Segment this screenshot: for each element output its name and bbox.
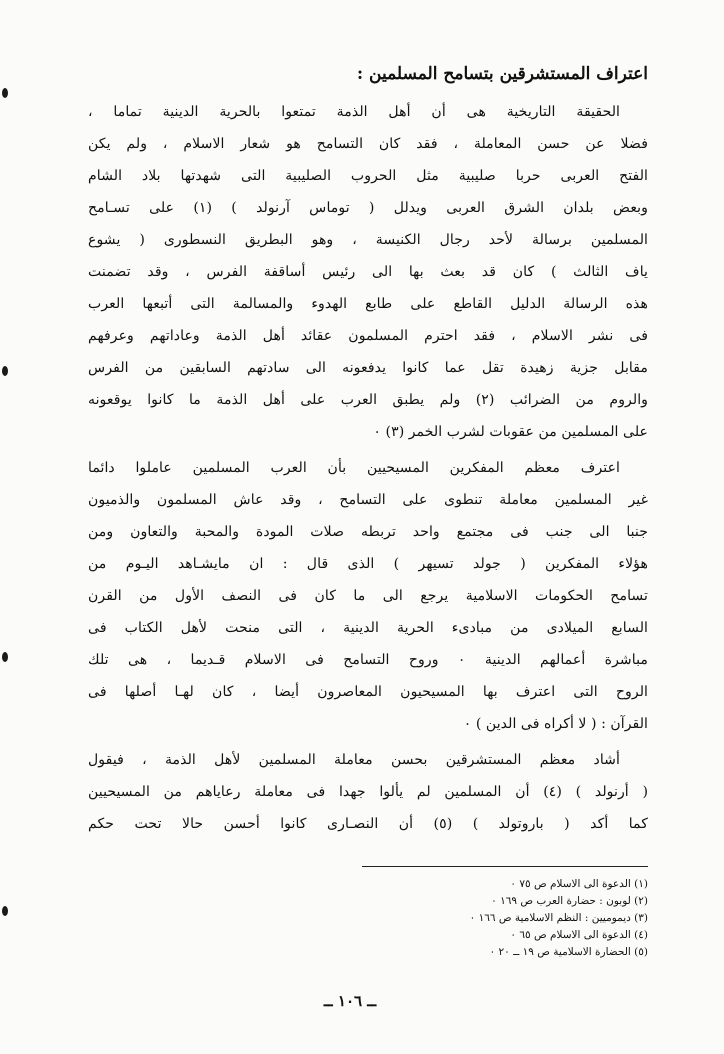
footnote: (١) الدعوة الى الاسلام ص ٧٥ ٠ [510,878,648,890]
text-line: اعترف معظم المفكرين المسيحيين بأن العرب المسلمين عاملوا دائما [88,460,620,476]
text-line: ياف الثالث ) كان قد بعث بها الى رئيس أساقفة الفرس ، وقد تضمنت [88,264,648,280]
text-line: الحقيقة التاريخية هى أن أهل الذمة تمتعوا بالحرية الدينية تماما ، [88,104,620,120]
text-line: مباشرة أعمالهم الدينية ٠ وروح التسامح فى الاسلام قـديما ، هى تلك [88,652,648,668]
text-line: الروح التى اعترف بها المسيحيون المعاصرون أيضا ، كان لهـا أصلها فى [88,684,648,700]
text-line: المسلمين برسالة لأحد رجال الكنيسة ، وهو البطريق النسطورى ( يشوع [88,232,648,248]
footnotes [330,876,648,961]
footnote-divider [362,866,648,867]
footnote: (٥) الحضارة الاسلامية ص ١٩ ــ ٢٠ ٠ [489,946,648,958]
text-line: غير المسلمين معاملة تنطوى على التسامح ، وقد عاش المسلمون والذميون [88,492,648,508]
text-line: أشاد معظم المستشرقين بحسن معاملة المسلمين لأهل الذمة ، فيقول [88,752,620,768]
text-line: كما أكد ( باروتولد ) (٥) أن النصـارى كانوا أحسن حالا تحت حكم [88,816,648,832]
text-line: والروم من الضرائب (٢) ولم يطبق العرب على أهل الذمة ما كانوا يوقعونه [88,392,648,408]
text-line: القرآن : ( لا أكراه فى الدين ) ٠ [463,716,648,732]
scan-mark [2,88,8,98]
footnote: (٢) لوبون : حضارة العرب ص ١٦٩ ٠ [491,895,648,907]
text-line: الفتح العربى حربا صليبية مثل الحروب الصليبية التى شهدتها بلاد الشام [88,168,648,184]
scan-mark [2,366,8,376]
text-line: هؤلاء المفكرين ( جولد تسيهر ) الذى قال : ان مايشـاهد اليـوم من [88,556,648,572]
paragraph [88,744,648,840]
text-line: هذه الرسالة الدليل القاطع على طابع الهدوء والمسالمة التى أتبعها العرب [88,296,648,312]
text-line: على المسلمين من عقوبات لشرب الخمر (٣) ٠ [373,424,648,440]
paragraph [88,452,648,740]
scan-mark [2,906,8,916]
scan-mark [2,652,8,662]
text-line: السابع الميلادى من مبادىء الحرية الدينية ، التى منحت لأهل الكتاب فى [88,620,648,636]
text-line: ( أرنولد ) (٤) أن المسلمين لم يألوا جهدا فى معاملة رعاياهم من المسيحيين [88,784,648,800]
page-number: ــ ١٠٦ ــ [323,992,377,1010]
footnote: (٤) الدعوة الى الاسلام ص ٦٥ ٠ [510,929,648,941]
text-line: تسامح الحكومات الاسلامية يرجع الى ما كان فى النصف الأول من القرن [88,588,648,604]
paragraph [88,96,648,448]
page-body [88,58,648,844]
text-line: فى نشر الاسلام ، فقد احترم المسلمون عقائد أهل الذمة وعاداتهم وعرفهم [88,328,648,344]
text-line: جنبا الى جنب فى مجتمع واحد تربطه صلات المودة والمحبة والتعاون ومن [88,524,648,540]
footnote: (٣) ديموميين : النظم الاسلامية ص ١٦٦ ٠ [469,912,648,924]
text-line: فضلا عن حسن المعاملة ، فقد كان التسامح هو شعار الاسلام ، ولم يكن [88,136,648,152]
section-heading: اعتراف المستشرقين بتسامح المسلمين : [356,64,648,84]
text-line: مقابل جزية زهيدة تقل عما كانوا يدفعونه الى سادتهم السابقين من الفرس [88,360,648,376]
text-line: وبعض بلدان الشرق العربى ويدلل ( توماس آرنولد ) (١) على تسـامح [88,200,648,216]
